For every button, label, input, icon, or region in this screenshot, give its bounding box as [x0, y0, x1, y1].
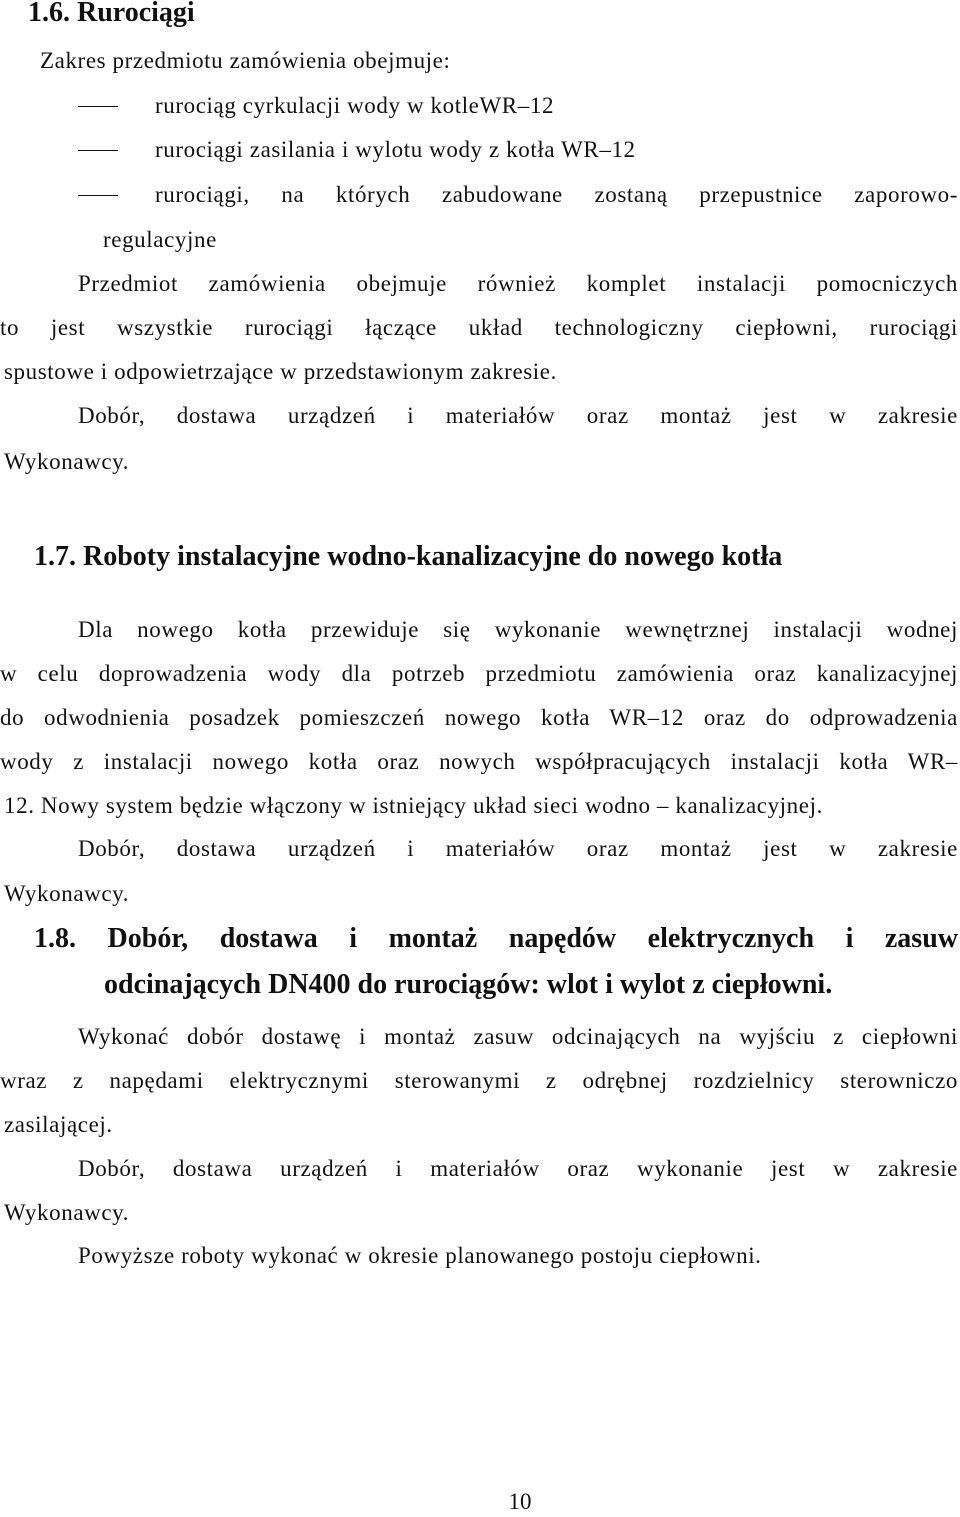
section-1-6-intro: Zakres przedmiotu zamówienia obejmuje: [40, 48, 451, 73]
para-1-7-line-4: wody z instalacji nowego kotła oraz nowych współpracujących instalacji kotła WR– [0, 749, 958, 774]
list-dash-3 [78, 195, 118, 196]
list-dash-1 [78, 106, 118, 107]
section-1-8-heading-line-1: 1.8. Dobór, dostawa i montaż napędów elektrycznych i zasuw [34, 923, 958, 954]
para-1-7-scope-line-1: Dobór, dostawa urządzeń i materiałów oraz montaż jest w zakresie [78, 836, 958, 861]
para-1-8-closing: Powyższe roboty wykonać w okresie planowanego postoju ciepłowni. [78, 1243, 762, 1268]
para-1-7-line-2: w celu doprowadzenia wody dla potrzeb przedmiotu zamówienia oraz kanalizacyjnej [0, 661, 958, 686]
para-1-6-scope-line-1: Dobór, dostawa urządzeń i materiałów oraz montaż jest w zakresie [78, 403, 958, 428]
para-1-6-line-2: to jest wszystkie rurociągi łączące układ technologiczny ciepłowni, rurociągi [0, 315, 958, 340]
para-1-8-line-3: zasilającej. [4, 1112, 113, 1137]
list-item-3-continuation: regulacyjne [103, 227, 217, 252]
para-1-7-line-1: Dla nowego kotła przewiduje się wykonanie wewnętrznej instalacji wodnej [78, 617, 958, 642]
list-dash-2 [78, 150, 118, 151]
page-number: 10 [508, 1489, 532, 1514]
list-item-3: rurociągi, na których zabudowane zostaną przepustnice zaporowo- [155, 182, 958, 207]
para-1-7-line-5: 12. Nowy system będzie włączony w istniejący układ sieci wodno – kanalizacyjnej. [4, 793, 823, 818]
para-1-8-line-2: wraz z napędami elektrycznymi sterowanymi z odrębnej rozdzielnicy sterowniczo [0, 1068, 958, 1093]
section-1-6-heading: 1.6. Rurociągi [28, 0, 195, 28]
list-item-1: rurociąg cyrkulacji wody w kotleWR–12 [155, 93, 555, 118]
para-1-6-scope-line-2: Wykonawcy. [4, 449, 130, 474]
para-1-7-line-3: do odwodnienia posadzek pomieszczeń nowego kotła WR–12 oraz do odprowadzenia [0, 705, 958, 730]
section-1-8-heading-line-2: odcinających DN400 do rurociągów: wlot i wylot z ciepłowni. [104, 969, 833, 1000]
para-1-6-line-3: spustowe i odpowietrzające w przedstawionym zakresie. [4, 359, 557, 384]
section-1-7-heading: 1.7. Roboty instalacyjne wodno-kanalizacyjne do nowego kotła [34, 541, 783, 572]
para-1-8-scope-line-2: Wykonawcy. [4, 1200, 130, 1225]
para-1-7-scope-line-2: Wykonawcy. [4, 881, 130, 906]
para-1-8-line-1: Wykonać dobór dostawę i montaż zasuw odcinających na wyjściu z ciepłowni [78, 1024, 958, 1049]
para-1-6-line-1: Przedmiot zamówienia obejmuje również komplet instalacji pomocniczych [78, 271, 958, 296]
list-item-2: rurociągi zasilania i wylotu wody z kotła WR–12 [155, 137, 636, 162]
para-1-8-scope-line-1: Dobór, dostawa urządzeń i materiałów oraz wykonanie jest w zakresie [78, 1156, 958, 1181]
